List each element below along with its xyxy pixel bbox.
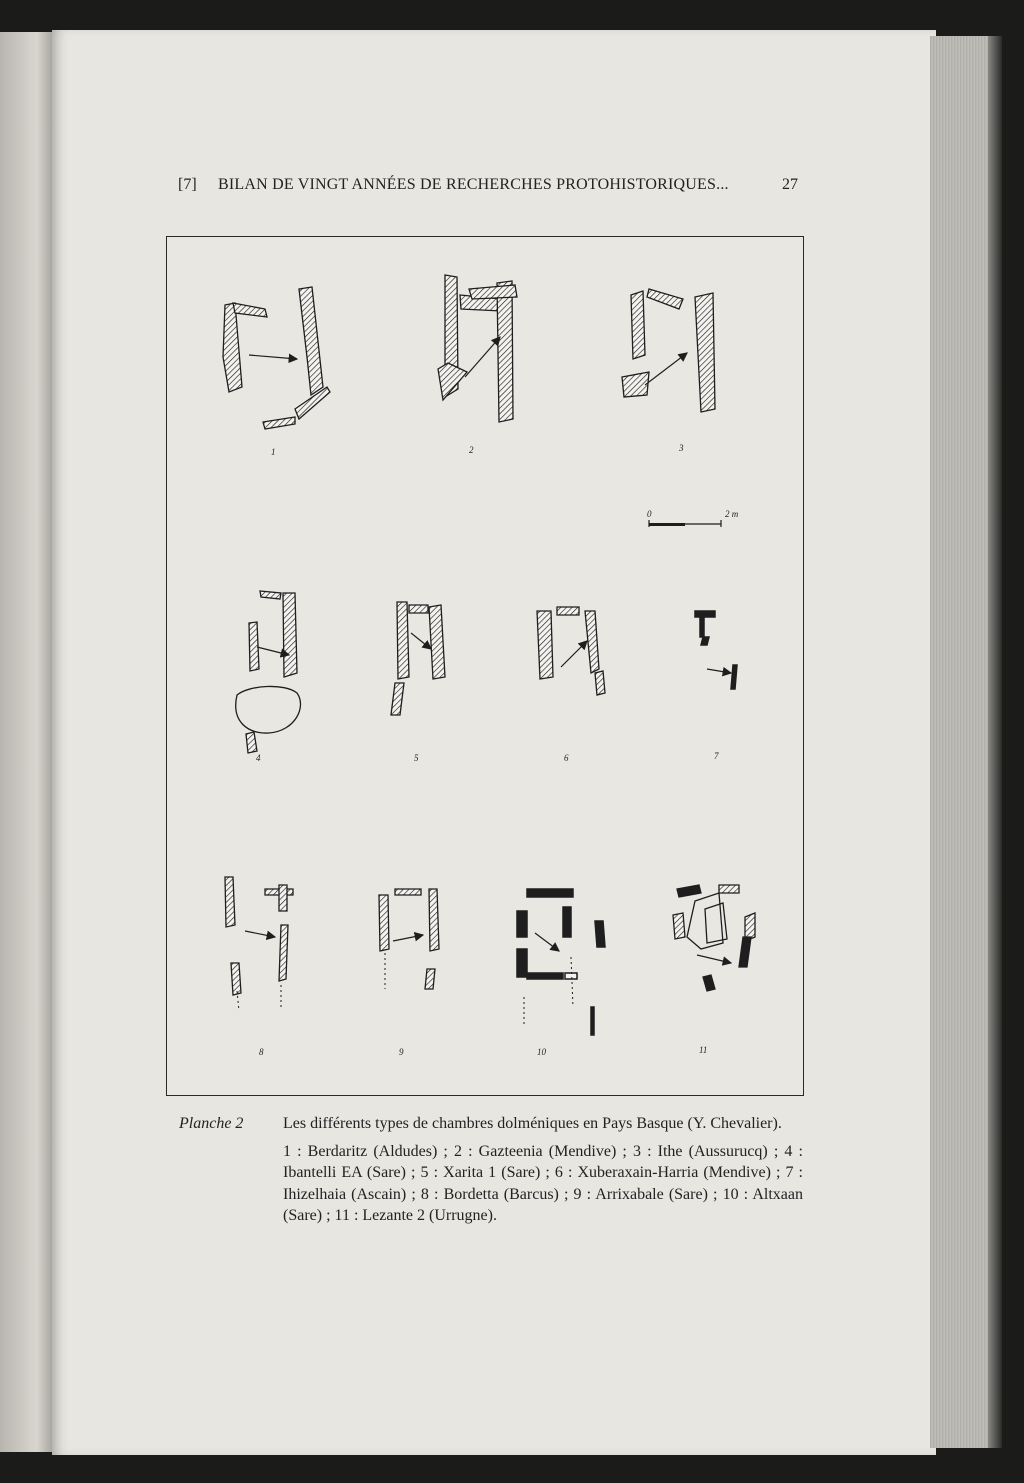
scale-label-zero: 0 (647, 509, 652, 519)
dolmen-plans-drawing (167, 237, 803, 1095)
chamber-plan-8 (225, 877, 293, 1011)
section-number: [7] (178, 176, 197, 193)
chamber-plan-3 (622, 289, 715, 412)
chamber-number-1: 1 (271, 447, 276, 457)
page-number: 27 (782, 176, 798, 193)
running-title: BILAN DE VINGT ANNÉES DE RECHERCHES PROTOHISTORIQUES... (218, 176, 729, 193)
facing-page-edge (0, 32, 52, 1452)
scale-label-two-m: 2 m (725, 509, 739, 519)
chamber-plan-11 (673, 885, 755, 991)
chamber-plan-6 (537, 607, 605, 695)
caption-site-list: 1 : Berdaritz (Aldudes) ; 2 : Gazteenia (Mendive) ; 3 : Ithe (Aussurucq) ; 4 : Ibantelli EA (Sare) ; 5 : Xarita 1 (Sare) ; 6 : Xuberaxain-Harria (Mendive) ; 7 : Ihizelhaia (Ascain) ; 8 : Bordetta (Barcus) ; 9 : Arrixabale (Sare) ; 10 : Altxaan (Sare) ; 11 : Lezante 2 (Urrugne). (283, 1142, 803, 1224)
chamber-number-8: 8 (259, 1047, 264, 1057)
chamber-plan-5 (391, 602, 445, 715)
chamber-plan-7 (695, 611, 737, 689)
plate-label: Planche 2 (179, 1115, 244, 1132)
chamber-number-2: 2 (469, 445, 474, 455)
caption-title: Les différents types de chambres dolméniques en Pays Basque (Y. Chevalier). (283, 1115, 782, 1132)
chamber-number-3: 3 (679, 443, 684, 453)
page-block-shadow (988, 36, 1002, 1448)
page-block-edge (930, 36, 990, 1448)
chamber-number-10: 10 (537, 1047, 546, 1057)
chamber-plan-1 (223, 287, 330, 429)
chamber-number-11: 11 (699, 1045, 708, 1055)
chamber-number-4: 4 (256, 753, 261, 763)
chamber-number-6: 6 (564, 753, 569, 763)
chamber-plan-9 (379, 889, 439, 989)
caption-body (283, 1113, 803, 1233)
plate-figure (166, 236, 804, 1096)
chamber-number-7: 7 (714, 751, 719, 761)
scale-bar (647, 509, 739, 527)
chamber-number-9: 9 (399, 1047, 404, 1057)
chamber-plan-10 (517, 889, 605, 1035)
chamber-number-5: 5 (414, 753, 419, 763)
chamber-plan-2 (438, 275, 517, 422)
chamber-plan-4 (236, 591, 301, 753)
running-head (178, 176, 798, 200)
